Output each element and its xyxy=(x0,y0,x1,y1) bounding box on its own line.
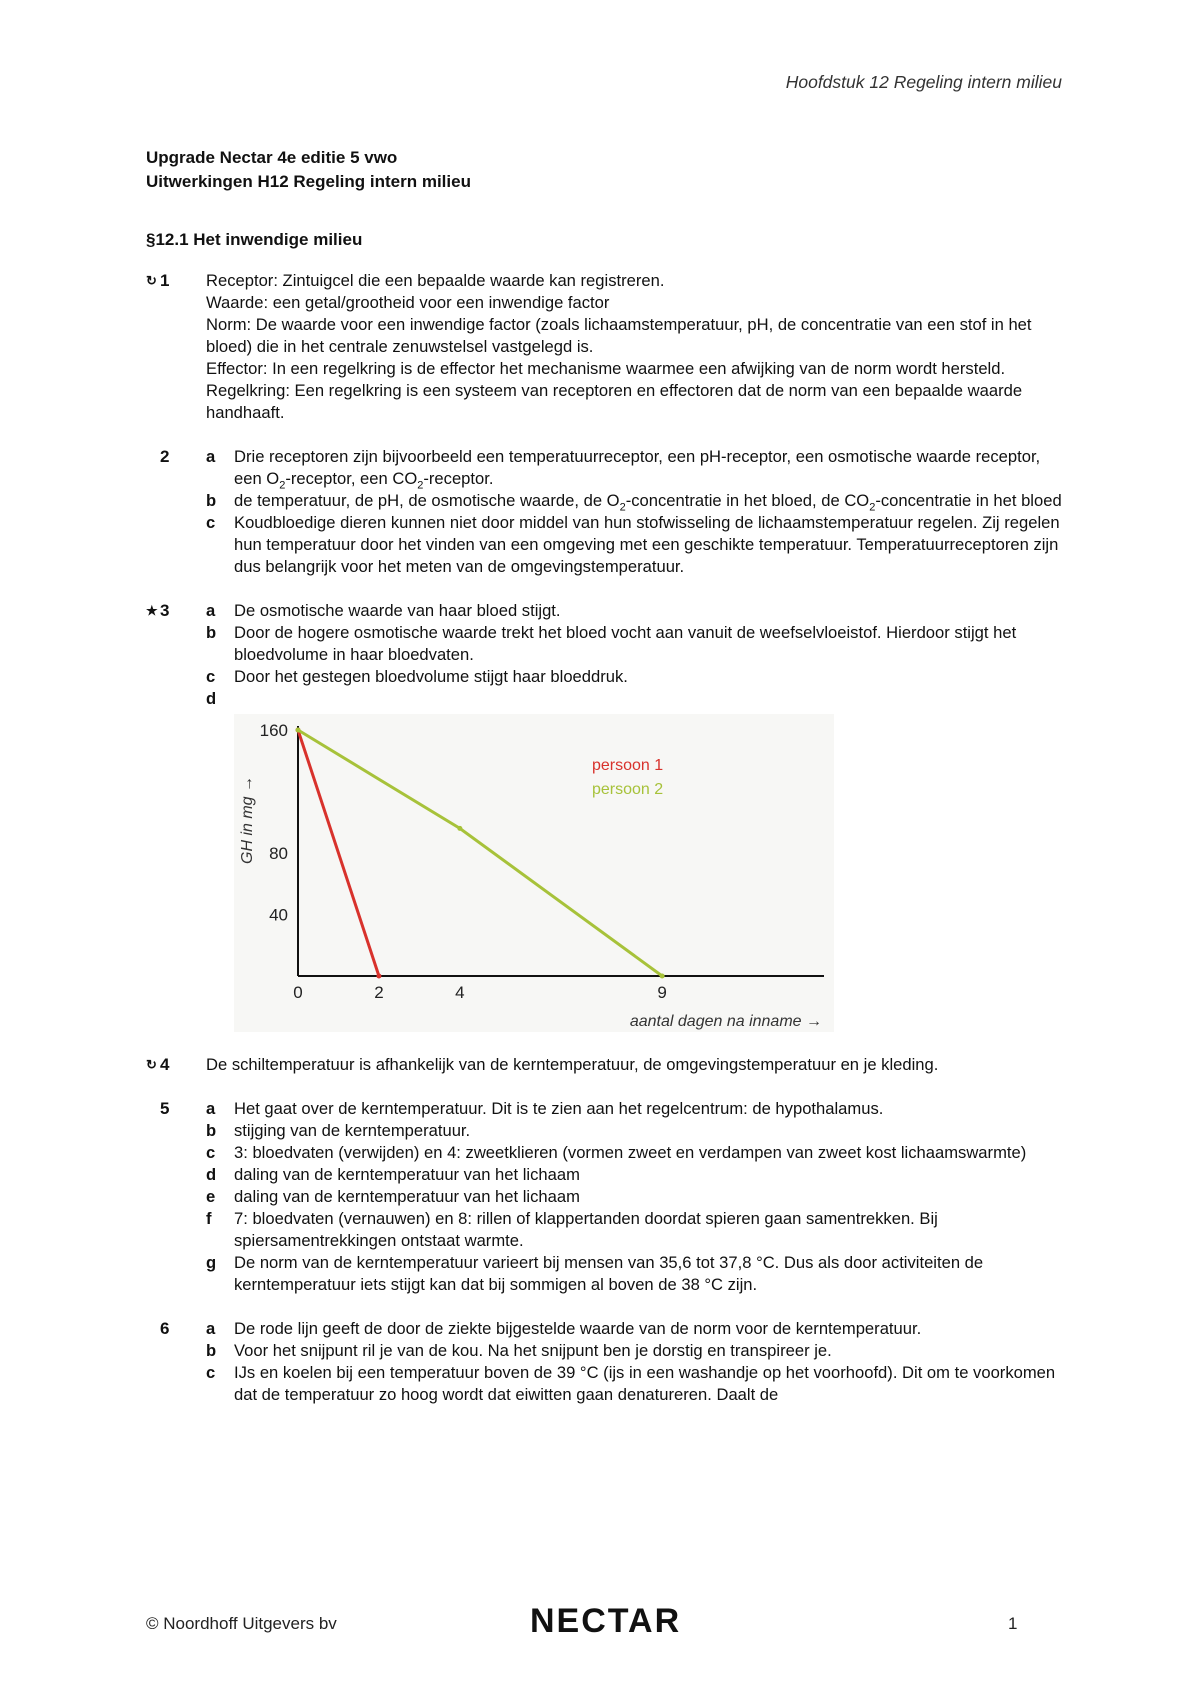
running-header: Hoofdstuk 12 Regeling intern milieu xyxy=(785,72,1062,92)
answer-item: b de temperatuur, de pH, de osmotische waarde, de $O_2$-concentratie in het bloed, de $CO_2$-concentratie in het bloed xyxy=(206,491,1062,514)
logo-text: NECTAR xyxy=(530,1602,680,1640)
answer-item: c Door het gestegen bloedvolume stijgt haar bloeddruk. xyxy=(206,667,628,686)
question-6 xyxy=(146,1318,1066,1406)
gh-chart xyxy=(234,714,834,1032)
question-number: ★ 3 xyxy=(146,601,170,620)
y-tick-label: 40 xyxy=(269,905,288,925)
question-4 xyxy=(146,1054,1066,1076)
section-title: §12.1 Het inwendige milieu xyxy=(146,230,363,249)
answer-item: e daling van de kerntemperatuur van het lichaam xyxy=(206,1187,580,1206)
data-point xyxy=(376,974,381,979)
x-tick-label: 4 xyxy=(455,983,465,1002)
doc-subtitle: Uitwerkingen H12 Regeling intern milieu xyxy=(146,172,471,191)
answer-item: b Door de hogere osmotische waarde trekt het bloed vocht aan vanuit de weefselvloeistof. Hierdoor stijgt het bloedvolume in haar bloedvaten. xyxy=(206,623,1017,664)
question-number: 2 xyxy=(160,447,170,466)
answer-item: d daling van de kerntemperatuur van het lichaam xyxy=(206,1165,580,1184)
answer-item: a De osmotische waarde van haar bloed stijgt. xyxy=(206,601,561,620)
data-point xyxy=(296,728,301,733)
question-number: 5 xyxy=(160,1099,170,1118)
answer-item: b Voor het snijpunt ril je van de kou. Na het snijpunt ben je dorstig en transpireer je. xyxy=(206,1341,832,1360)
question-2 xyxy=(146,446,1066,578)
question-number: ↻ 4 xyxy=(146,1055,170,1074)
doc-title: Upgrade Nectar 4e editie 5 vwo xyxy=(146,148,398,167)
answer-item: c IJs en koelen bij een temperatuur boven de 39 °C (ijs in een washandje op het voorhoofd). Dit om te voorkomen dat de temperatuur zo hoog wordt dat eiwitten gaan denatureren. Daalt de xyxy=(206,1363,1056,1404)
page-content xyxy=(146,146,1066,1428)
x-axis-label: aantal dagen na inname → xyxy=(629,1013,822,1030)
answer-item: a Het gaat over de kerntemperatuur. Dit is te zien aan het regelcentrum: de hypothalamus. xyxy=(206,1099,884,1118)
answer-item: c Koudbloedige dieren kunnen niet door middel van hun stofwisseling de lichaamstemperatuur regelen. Zij regelen hun temperatuur door het vinden van een omgeving met een geschikte temperatuur. Temperatuurreceptoren zijn dus belangrijk voor het meten van de omgevingstemperatuur. xyxy=(206,513,1060,576)
legend-entry: persoon 1 xyxy=(592,757,664,774)
answer-text: Receptor: Zintuigcel die een bepaalde waarde kan registreren. Waarde: een getal/grootheid voor een inwendige factor Norm: De waarde voor een inwendige factor (zoals lichaamstemperatuur, pH, de concentratie van een stof in het bloed) die in het centrale zenuwstelsel vastgelegd is. Effector: In een regelkring is de effector het mechanisme waarmee een afwijking van de norm wordt hersteld. Regelkring: Een regelkring is een systeem van receptoren en effectoren dat de norm van een bepaalde waarde handhaaft. xyxy=(206,271,1032,422)
question-1 xyxy=(146,270,1066,424)
answer-item: a De rode lijn geeft de door de ziekte bijgestelde waarde van de norm voor de kerntemperatuur. xyxy=(206,1319,922,1338)
footer-publisher: © Noordhoff Uitgevers bv xyxy=(146,1614,337,1633)
answer-item: d xyxy=(206,689,217,708)
answer-item: a Drie receptoren zijn bijvoorbeeld een temperatuurreceptor, een pH-receptor, een osmotische waarde receptor, een $O_2$-receptor, een $CO_2$-receptor. xyxy=(206,447,1041,492)
y-tick-label: 80 xyxy=(269,844,288,863)
question-3 xyxy=(146,600,1066,1032)
data-point xyxy=(457,826,462,831)
star-icon: ★ xyxy=(146,603,158,618)
repeat-icon: ↻ xyxy=(146,1057,157,1072)
answer-item: g De norm van de kerntemperatuur varieert bij mensen van 35,6 tot 37,8 °C. Dus als door activiteiten de kerntemperatuur iets stijgt kan dat bij sommigen al boven de 38 °C zijn. xyxy=(206,1253,984,1294)
x-tick-label: 2 xyxy=(374,983,384,1002)
data-point xyxy=(660,974,665,979)
question-number: ↻ 1 xyxy=(146,271,170,290)
repeat-icon: ↻ xyxy=(146,273,157,288)
answer-item: c 3: bloedvaten (verwijden) en 4: zweetklieren (vormen zweet en verdampen van zweet kost lichaamswarmte) xyxy=(206,1143,1027,1162)
series-line-persoon-1 xyxy=(298,730,379,976)
x-tick-label: 9 xyxy=(657,983,667,1002)
gh-chart-svg xyxy=(234,714,834,1032)
y-tick-label: 160 xyxy=(259,721,288,740)
page-number: 1 xyxy=(1008,1614,1018,1633)
legend-entry: persoon 2 xyxy=(592,781,664,798)
nectar-logo xyxy=(530,1600,680,1645)
question-5 xyxy=(146,1098,1066,1296)
answer-text: De schiltemperatuur is afhankelijk van de kerntemperatuur, de omgevingstemperatuur en je kleding. xyxy=(206,1055,939,1074)
x-tick-label: 0 xyxy=(293,983,303,1002)
answer-item: b stijging van de kerntemperatuur. xyxy=(206,1121,471,1140)
y-axis-label: GH in mg → xyxy=(239,775,256,865)
answer-item: f 7: bloedvaten (vernauwen) en 8: rillen of klappertanden doordat spieren gaan samentrekken. Bij spiersamentrekkingen ontstaat warmte. xyxy=(206,1209,938,1250)
question-number: 6 xyxy=(160,1319,170,1338)
